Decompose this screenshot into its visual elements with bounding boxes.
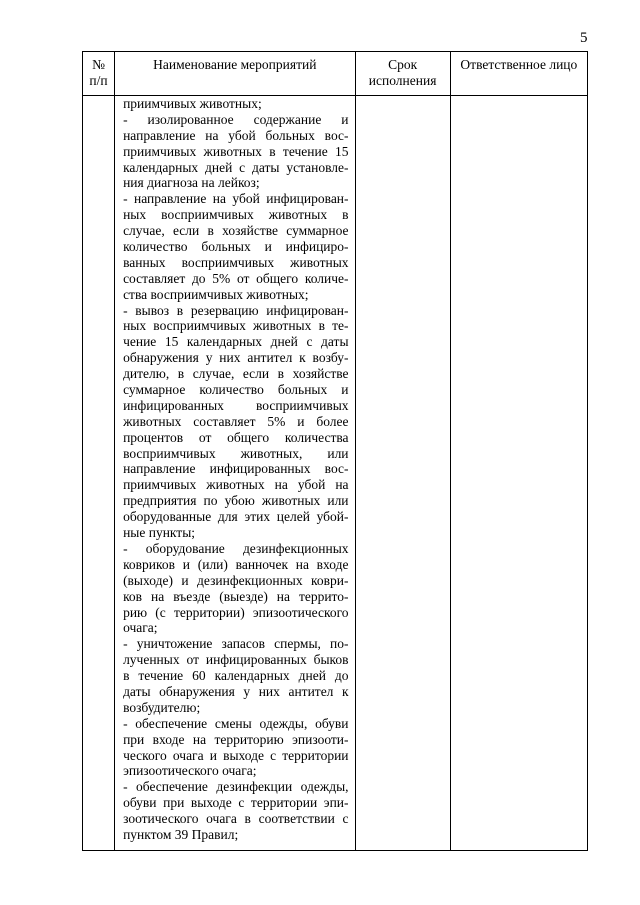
header-number <box>83 52 115 96</box>
header-responsible: Ответственное лицо <box>450 52 587 96</box>
cell-responsible <box>450 96 587 851</box>
measure-line: зоотического очага в соответствии с <box>123 811 349 827</box>
measure-line: - изолированное содержание и <box>123 111 349 127</box>
page-number: 5 <box>580 30 588 46</box>
measure-line: направление инфицированных вос- <box>123 461 349 477</box>
measure-line: приимчивых животных; <box>123 96 262 111</box>
measure-line: ческого очага и выходе с территории <box>123 747 349 763</box>
measure-line: - направление на убой инфицирован- <box>123 191 349 207</box>
header-number-line1: № <box>92 57 105 72</box>
measure-line: эпизоотического очага; <box>123 763 257 779</box>
measure-line: восприимчивых животных, или <box>123 445 349 461</box>
header-deadline-line1: Срок <box>388 57 418 72</box>
measure-line: суммарное количество больных и <box>123 382 349 398</box>
measure-line: процентов от общего количества <box>123 429 349 445</box>
measure-line: - уничтожение запасов спермы, по- <box>123 636 349 652</box>
measure-line: - обеспечение дезинфекции одежды, <box>123 779 349 795</box>
measure-line: дителю, в случае, если в хозяйстве <box>123 366 349 382</box>
measure-line: направление на убой больных вос- <box>123 127 349 143</box>
measure-line: ковриков и (или) ванночек на входе <box>123 556 349 572</box>
measure-line: ных восприимчивых животных в те- <box>123 318 349 334</box>
measure-line: - оборудование дезинфекционных <box>123 540 349 556</box>
activity-table <box>82 51 588 851</box>
measure-line: обуви при выходе с территории эпи- <box>123 795 349 811</box>
header-deadline <box>355 52 450 96</box>
measure-line: обнаружения у них антител к возбу- <box>123 350 349 366</box>
measure-line: очага; <box>123 620 158 636</box>
measure-line: ные пункты; <box>123 525 196 541</box>
measure-line: - обеспечение смены одежды, обуви <box>123 715 349 731</box>
cell-deadline <box>355 96 450 851</box>
cell-measures <box>115 96 355 851</box>
measure-line: предприятия по убою животных или <box>123 493 349 509</box>
measure-line: пунктом 39 Правил; <box>123 826 239 842</box>
measure-line: приимчивых животных на убой на <box>123 477 349 493</box>
measures-text <box>115 96 354 843</box>
measure-line: в течение 60 календарных дней до <box>123 668 349 684</box>
table-row <box>83 96 588 851</box>
header-deadline-line2: исполнения <box>368 73 437 88</box>
header-activity-name: Наименование мероприятий <box>115 52 355 96</box>
measure-line: ков на въезде (выезде) на террито- <box>123 588 349 604</box>
measure-line: ванных восприимчивых животных <box>123 254 349 270</box>
cell-number <box>83 96 115 851</box>
measure-line: ных восприимчивых животных в <box>123 207 349 223</box>
measure-line: случае, если в хозяйстве суммарное <box>123 223 349 239</box>
measure-line: ния диагноза на лейкоз; <box>123 175 260 191</box>
measure-line: рию (с территории) эпизоотического <box>123 604 349 620</box>
measure-line: календарных дней с даты установле- <box>123 159 349 175</box>
table-header-row <box>83 52 588 96</box>
measure-line: - вывоз в резервацию инфицирован- <box>123 302 349 318</box>
measure-line: возбудителю; <box>123 699 201 715</box>
measure-line: чение 15 календарных дней с даты <box>123 334 349 350</box>
measure-line: составляет до 5% от общего количе- <box>123 270 349 286</box>
measure-line: приимчивых животных в течение 15 <box>123 143 349 159</box>
measure-line: (выходе) и дезинфекционных коври- <box>123 572 349 588</box>
measure-line: количество больных и инфициро- <box>123 239 349 255</box>
measure-line: лученных от инфицированных быков <box>123 652 349 668</box>
measure-line: оборудованные для этих целей убой- <box>123 509 349 525</box>
measure-line: ства восприимчивых животных; <box>123 286 309 302</box>
measure-line: инфицированных восприимчивых <box>123 397 349 413</box>
header-number-line2: п/п <box>89 73 108 88</box>
measure-line: при входе на территорию эпизооти- <box>123 731 349 747</box>
measure-line: даты обнаружения у них антител к <box>123 683 349 699</box>
measure-line: животных составляет 5% и более <box>123 413 349 429</box>
